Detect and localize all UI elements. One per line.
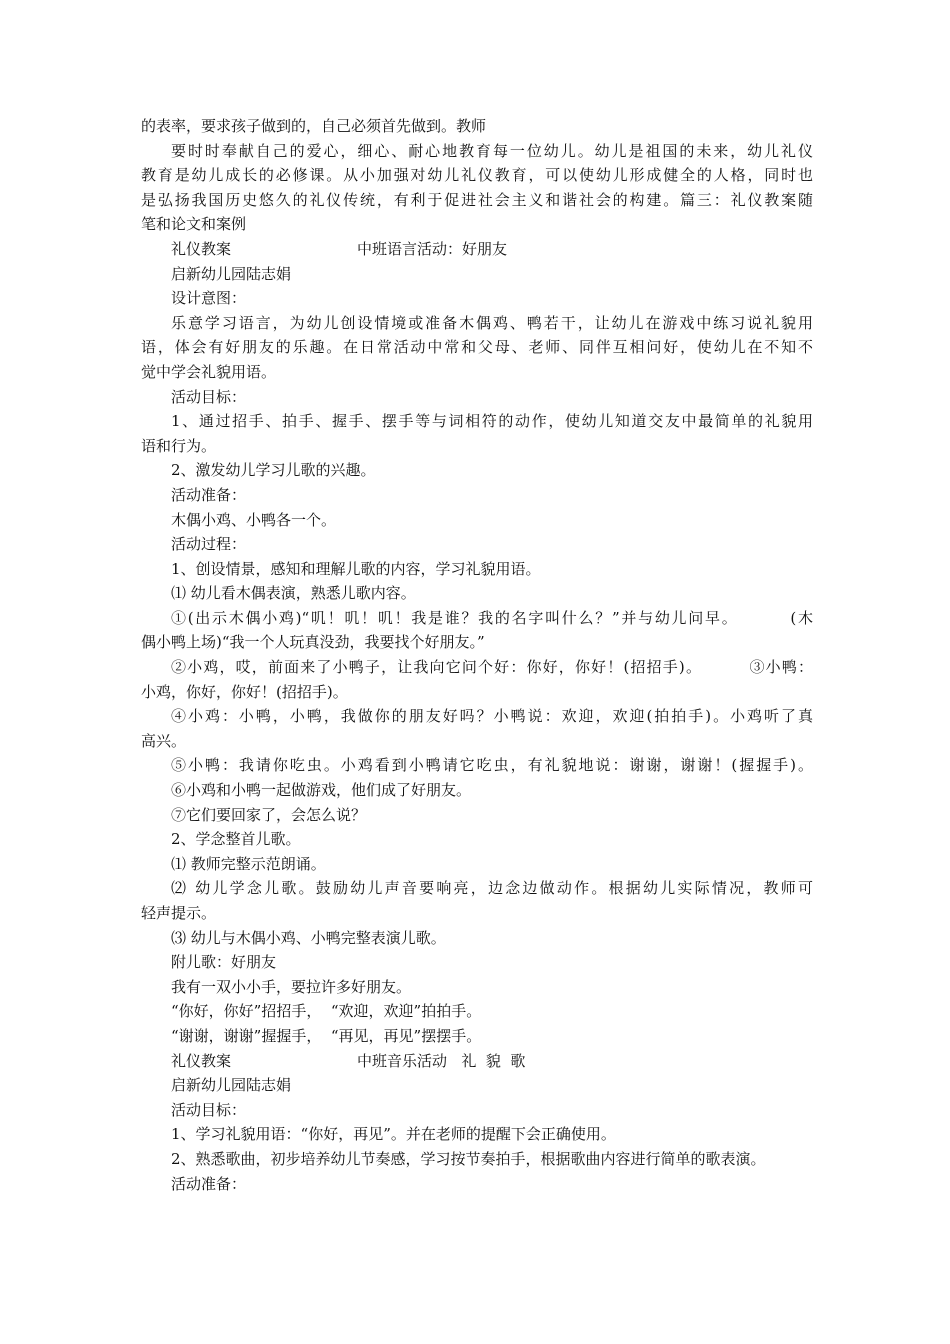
text-line: 我有一双小小手，要拉许多好朋友。	[171, 977, 412, 996]
text-line: 轻声提示。	[141, 904, 217, 922]
text-line: 偶小鸭上场)“我一个人玩真没劲，我要找个好朋友。”	[141, 633, 485, 652]
text-line: 2、激发幼儿学习儿歌的兴趣。	[171, 461, 376, 480]
text-line: 的表率，要求孩子做到的，自己必须首先做到。教师	[141, 117, 487, 135]
text-line: ②小鸡，哎，前面来了小鸭子，让我向它问个好：你好，你好！(招招手)。 ③小鸭：	[171, 658, 813, 677]
text-line: 木偶小鸡、小鸭各一个。	[171, 510, 337, 529]
text-line: 活动准备：	[171, 485, 247, 504]
text-line: ④小鸡：小鸭，小鸭，我做你的朋友好吗？小鸭说：欢迎，欢迎(拍拍手)。小鸡听了真	[171, 707, 813, 726]
text-line: ⑤小鸭：我请你吃虫。小鸡看到小鸭请它吃虫，有礼貌地说：谢谢，谢谢！(握握手)。	[171, 756, 813, 775]
text-line: 附儿歌：好朋友	[171, 953, 277, 972]
text-line: ⑦它们要回家了，会怎么说？	[171, 805, 367, 824]
text-line: 启新幼儿园陆志娟	[171, 1076, 292, 1095]
text-line: “你好，你好”招招手， “欢迎，欢迎”拍拍手。	[171, 1002, 482, 1021]
text-line: 1、通过招手、拍手、握手、摆手等与词相符的动作，使幼儿知道交友中最简单的礼貌用	[171, 412, 813, 431]
text-line: ⑴ 教师完整示范朗诵。	[171, 854, 326, 873]
text-line: 活动准备：	[171, 1174, 247, 1193]
text-line: ⑵ 幼儿学念儿歌。鼓励幼儿声音要响亮，边念边做动作。根据幼儿实际情况，教师可	[171, 879, 813, 898]
text-line: 活动过程：	[171, 535, 247, 554]
line-left-text: 礼仪教案	[171, 239, 232, 258]
text-line	[141, 237, 813, 262]
text-line: 觉中学会礼貌用语。	[141, 362, 277, 381]
line-right-text: 中班音乐活动 礼 貌 歌	[357, 1051, 526, 1070]
text-line: 1、创设情景，感知和理解儿歌的内容，学习礼貌用语。	[171, 559, 541, 578]
text-line: 要时时奉献自己的爱心，细心、耐心地教育每一位幼儿。幼儿是祖国的未来，幼儿礼仪	[171, 141, 813, 160]
line-left-text: 礼仪教案	[171, 1051, 232, 1070]
text-line: 2、熟悉歌曲，初步培养幼儿节奏感，学习按节奏拍手，根据歌曲内容进行简单的歌表演。	[171, 1149, 766, 1168]
text-line: 小鸡，你好，你好！(招招手)。	[141, 682, 348, 701]
text-line: ①(出示木偶小鸡)“叽！叽！叽！我是谁？我的名字叫什么？”并与幼儿问早。 (木	[171, 608, 813, 627]
text-line: 活动目标：	[171, 1100, 247, 1119]
text-line: 是弘扬我国历史悠久的礼仪传统，有利于促进社会主义和谐社会的构建。篇三：礼仪教案随	[141, 190, 813, 209]
text-line: ⑴ 幼儿看木偶表演，熟悉儿歌内容。	[171, 584, 416, 603]
text-line: ⑥小鸡和小鸭一起做游戏，他们成了好朋友。	[171, 781, 472, 800]
text-line: ⑶ 幼儿与木偶小鸡、小鸭完整表演儿歌。	[171, 928, 446, 947]
text-line: 乐意学习语言，为幼儿创设情境或准备木偶鸡、鸭若干，让幼儿在游戏中练习说礼貌用	[171, 313, 813, 332]
text-line: 语和行为。	[141, 436, 217, 455]
text-line: 语，体会有好朋友的乐趣。在日常活动中常和父母、老师、同伴互相问好，使幼儿在不知不	[141, 338, 813, 357]
text-line: 笔和论文和案例	[141, 215, 247, 234]
text-line: 高兴。	[141, 731, 187, 750]
text-line: 活动目标：	[171, 387, 247, 406]
text-line: 设计意图：	[171, 289, 247, 308]
text-line: “谢谢，谢谢”握握手， “再见，再见”摆摆手。	[171, 1026, 482, 1045]
text-line: 2、学念整首儿歌。	[171, 830, 301, 849]
text-line	[141, 1049, 813, 1074]
text-line: 教育是幼儿成长的必修课。从小加强对幼儿礼仪教育，可以使幼儿形成健全的人格，同时也	[141, 166, 813, 185]
line-right-text: 中班语言活动：好朋友	[357, 239, 508, 258]
document-page	[141, 114, 813, 1196]
text-line: 启新幼儿园陆志娟	[171, 264, 292, 283]
text-line: 1、学习礼貌用语：“你好，再见”。并在老师的提醒下会正确使用。	[171, 1125, 616, 1144]
